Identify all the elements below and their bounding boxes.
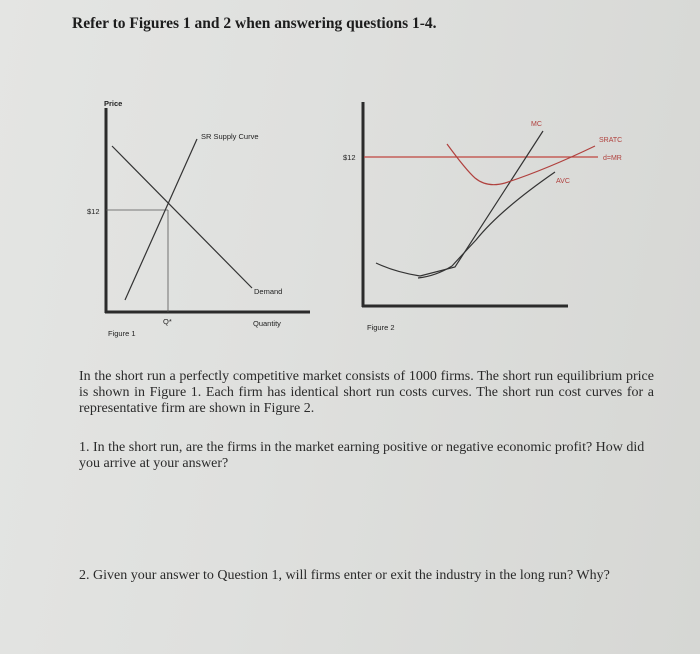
fig1-demand-label: Demand (254, 287, 283, 296)
fig2-sratc-label: SRATC (599, 137, 623, 144)
fig2-mc-curve (376, 131, 543, 276)
figure-2 (343, 102, 622, 332)
fig1-q-tick: Q* (163, 317, 172, 326)
fig2-caption: Figure 2 (367, 323, 395, 332)
question-2: 2. Given your answer to Question 1, will firms enter or exit the industry in the long run? Why? (79, 568, 610, 583)
fig1-supply-label: SR Supply Curve (201, 132, 259, 141)
fig1-supply-curve (125, 139, 197, 300)
fig2-avc-label: AVC (556, 178, 570, 185)
worksheet-heading: Refer to Figures 1 and 2 when answering questions 1-4. (72, 15, 437, 32)
fig1-caption: Figure 1 (108, 329, 136, 338)
fig2-mc-label: MC (531, 121, 542, 128)
question-1: 1. In the short run, are the firms in the market earning positive or negative economic profit? How did you arrive at your answer? (79, 440, 645, 471)
fig1-quantity-label: Quantity (253, 319, 281, 328)
figure-1 (87, 99, 310, 338)
fig1-price-tick: $12 (87, 207, 100, 216)
fig1-price-label: Price (104, 99, 123, 108)
fig1-demand-curve (112, 146, 252, 288)
intro-paragraph: In the short run a perfectly competitive market consists of 1000 firms. The short run equilibrium price is shown in Figure 1. Each firm has identical short run costs curves. The short run cost curves for a representative firm are shown in Figure 2. (79, 369, 654, 416)
fig2-avc-curve (418, 172, 555, 278)
fig2-price-tick: $12 (343, 153, 356, 162)
fig2-dmr-label: d=MR (603, 155, 622, 162)
